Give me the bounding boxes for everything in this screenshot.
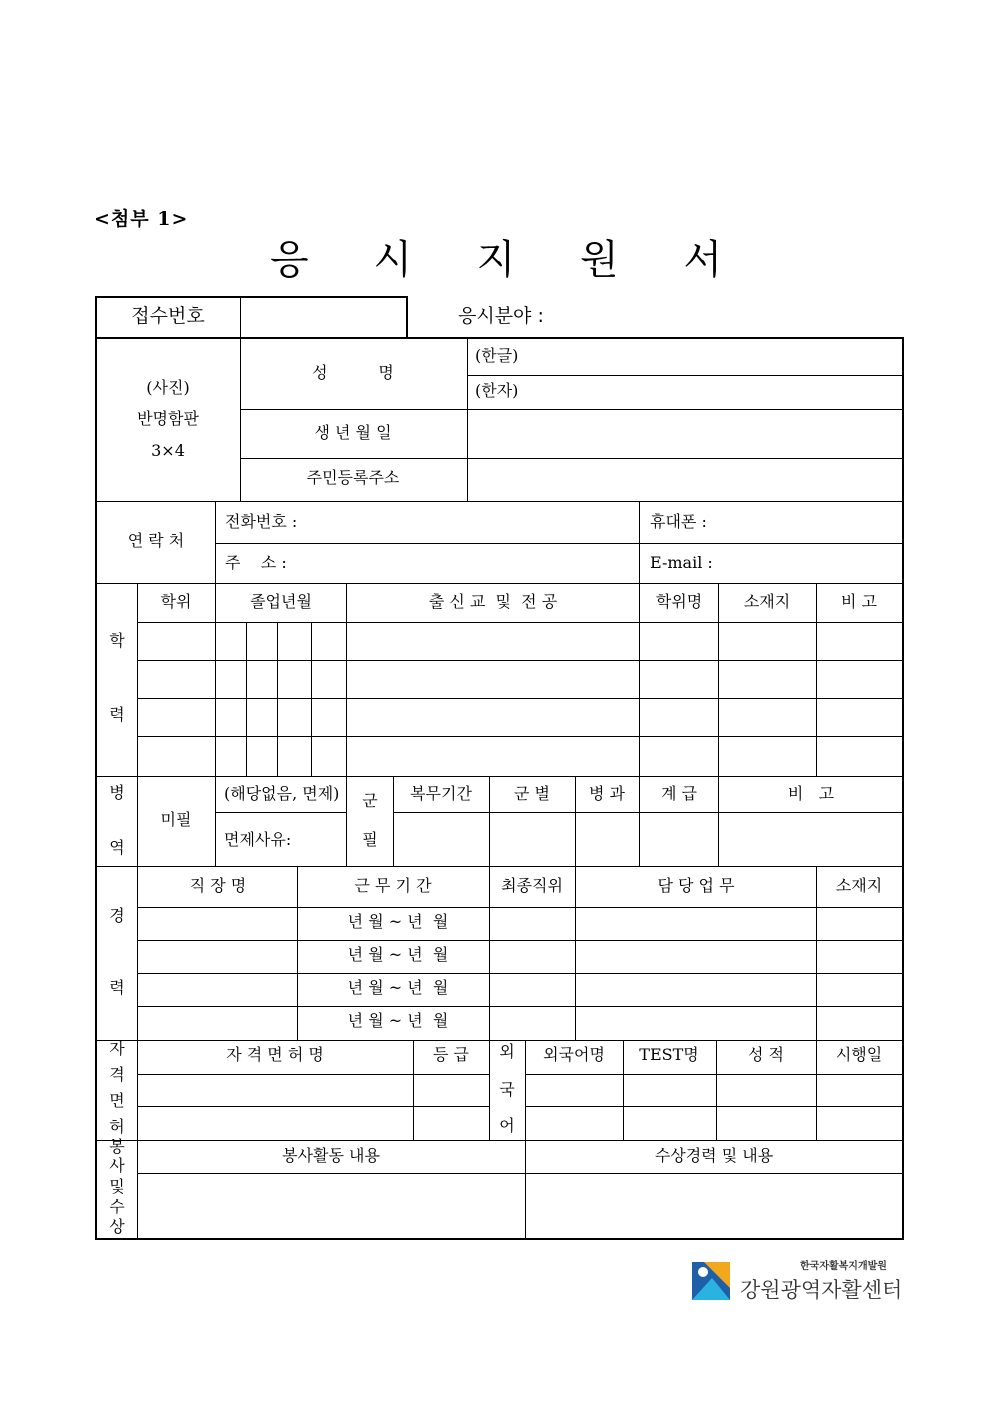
work-period-text: 년 월 ~ 년 월 xyxy=(347,978,449,997)
photo-label: (사진) xyxy=(146,378,190,397)
resident-address-field[interactable] xyxy=(468,459,902,500)
work-period-text: 년 월 ~ 년 월 xyxy=(347,945,449,964)
birthdate-label: 생 년 월 일 xyxy=(314,423,392,442)
work-period-text: 년 월 ~ 년 월 xyxy=(347,912,449,931)
license-side-label: 면 xyxy=(109,1091,125,1110)
degree-header: 학위 xyxy=(160,592,192,611)
degree-name-header: 학위명 xyxy=(655,592,703,611)
volunteer-side-label: 수 xyxy=(109,1197,125,1216)
career-side-label: 력 xyxy=(109,978,125,997)
phone-label: 전화번호 : xyxy=(225,512,298,531)
military-side-label: 병 xyxy=(109,783,125,802)
military-remarks-header: 비 고 xyxy=(787,784,835,803)
volunteer-side-label: 봉 xyxy=(109,1137,125,1156)
address-field[interactable] xyxy=(300,545,638,582)
volunteer-side-label: 사 xyxy=(109,1156,125,1175)
phone-field[interactable] xyxy=(310,503,638,542)
page-title: 응 시 지 원 서 xyxy=(269,237,749,283)
license-side-label: 자 xyxy=(109,1039,125,1058)
career-location-header: 소재지 xyxy=(835,876,883,895)
exempt-reason-label: 면제사유: xyxy=(224,830,292,849)
photo-size-type: 반명함판 xyxy=(137,409,199,428)
test-name-header: TEST명 xyxy=(639,1045,699,1064)
final-position-header: 최종직위 xyxy=(501,876,563,895)
contact-label: 연 락 처 xyxy=(127,531,185,550)
military-unserved-label: 미필 xyxy=(160,810,192,829)
remarks-header: 비 고 xyxy=(841,592,877,611)
work-period-header: 근 무 기 간 xyxy=(354,876,432,895)
email-label: E-mail : xyxy=(650,553,713,572)
volunteer-content-header: 봉사활동 내용 xyxy=(282,1146,380,1165)
attachment-label: <첨부 1> xyxy=(94,208,189,230)
work-period-text: 년 월 ~ 년 월 xyxy=(347,1011,449,1030)
exempt-note: (해당없음, 면제) xyxy=(224,784,340,803)
license-side-label: 허 xyxy=(109,1117,125,1136)
volunteer-side-label: 및 xyxy=(109,1177,125,1196)
receipt-number-field[interactable] xyxy=(242,298,406,338)
hanja-name-label: (한자) xyxy=(475,381,519,400)
duties-header: 담 당 업 무 xyxy=(657,876,735,895)
service-period-header: 복무기간 xyxy=(410,784,472,803)
graduation-date-header: 졸업년월 xyxy=(250,592,312,611)
field-label: 응시분야 : xyxy=(458,305,544,327)
career-side-label: 경 xyxy=(109,906,125,925)
mobile-field[interactable] xyxy=(720,503,902,542)
company-header: 직 장 명 xyxy=(189,876,247,895)
resident-address-label: 주민등록주소 xyxy=(306,468,400,487)
logo-subtitle: 한국자활복지개발원 xyxy=(800,1261,887,1272)
volunteer-side-label: 상 xyxy=(109,1217,125,1236)
language-side-label: 어 xyxy=(499,1116,515,1135)
license-side-label: 격 xyxy=(109,1065,125,1084)
education-side-label: 력 xyxy=(109,705,125,724)
awards-content-field[interactable] xyxy=(527,1175,902,1237)
test-date-header: 시행일 xyxy=(835,1045,883,1064)
military-served-label: 군 xyxy=(362,791,378,810)
specialty-header: 병 과 xyxy=(589,784,625,803)
mobile-label: 휴대폰 : xyxy=(650,512,707,531)
birthdate-field[interactable] xyxy=(468,410,902,457)
location-header: 소재지 xyxy=(743,592,791,611)
rank-header: 계 급 xyxy=(661,784,697,803)
address-label: 주 소 : xyxy=(225,553,287,572)
education-side-label: 학 xyxy=(109,631,125,650)
korean-name-field[interactable] xyxy=(530,340,902,374)
receipt-label: 접수번호 xyxy=(131,305,205,327)
language-side-label: 외 xyxy=(499,1042,515,1061)
awards-content-header: 수상경력 및 내용 xyxy=(654,1146,774,1165)
branch-header: 군 별 xyxy=(514,784,550,803)
grade-header: 등 급 xyxy=(433,1045,469,1064)
score-header: 성 적 xyxy=(748,1045,784,1064)
military-side-label: 역 xyxy=(109,838,125,857)
korean-name-label: (한글) xyxy=(475,346,519,365)
photo-area[interactable] xyxy=(97,339,240,501)
logo-name: 강원광역자활센터 xyxy=(740,1278,903,1302)
military-served-label: 필 xyxy=(362,830,378,849)
center-logo-icon xyxy=(690,1258,734,1302)
hanja-name-field[interactable] xyxy=(530,376,902,408)
name-label: 성 명 xyxy=(312,363,394,382)
license-name-header: 자 격 면 허 명 xyxy=(226,1045,324,1064)
language-side-label: 국 xyxy=(499,1080,515,1099)
language-name-header: 외국어명 xyxy=(543,1045,605,1064)
email-field[interactable] xyxy=(720,545,902,582)
school-major-header: 출 신 교 및 전 공 xyxy=(428,592,558,611)
volunteer-content-field[interactable] xyxy=(139,1175,524,1237)
photo-size: 3×4 xyxy=(151,441,185,460)
